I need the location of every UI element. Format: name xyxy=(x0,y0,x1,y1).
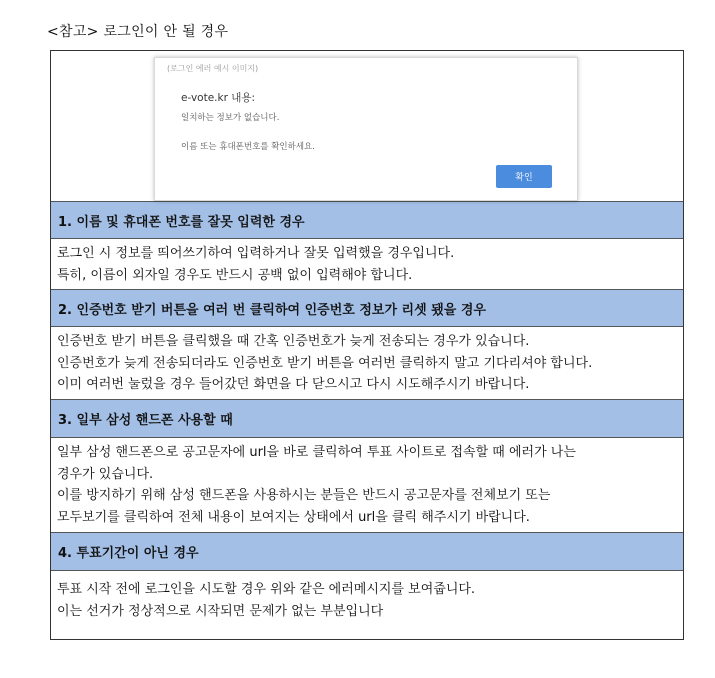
section-3-body xyxy=(51,438,683,533)
section-1-heading: 1. 이름 및 휴대폰 번호를 잘못 입력한 경우 xyxy=(51,202,683,239)
section-3-line-2: 경우가 있습니다. xyxy=(57,466,154,482)
alert-message-2: 이름 또는 휴대폰번호를 확인하세요. xyxy=(181,142,315,152)
section-4-line-2: 이는 선거가 정상적으로 시작되면 문제가 없는 부분입니다 xyxy=(57,603,384,619)
section-1-line-2: 특히, 이름이 외자일 경우도 반드시 공백 없이 입력해야 합니다. xyxy=(57,267,413,283)
info-table xyxy=(50,50,684,640)
section-3-line-4: 모두보기를 클릭하여 전체 내용이 보여지는 상태에서 url을 클릭 해주시기 바랍니다. xyxy=(57,509,530,525)
section-2-line-1: 인증번호 받기 버튼을 클릭했을 때 간혹 인증번호가 늦게 전송되는 경우가 있습니다. xyxy=(57,334,530,349)
section-3-heading: 3. 일부 삼성 핸드폰 사용할 때 xyxy=(51,400,683,438)
section-2-line-2: 인증번호가 늦게 전송되더라도 인증번호 받기 버튼을 여러번 클릭하지 말고 기다리셔야 합니다. xyxy=(57,355,593,371)
example-caption: (로그인 에러 예시 이미지) xyxy=(167,64,259,73)
alert-message-1: 일치하는 정보가 없습니다. xyxy=(181,113,280,123)
ok-button[interactable]: 확인 xyxy=(496,165,552,188)
section-1-line-1: 로그인 시 정보를 띄어쓰기하여 입력하거나 잘못 입력했을 경우입니다. xyxy=(57,246,455,261)
section-2-line-3: 이미 여러번 눌렀을 경우 들어갔던 화면을 다 닫으시고 다시 시도해주시기 바랍니다. xyxy=(57,377,530,392)
alert-host: e-vote.kr 내용: xyxy=(181,92,256,104)
page-title: <참고> 로그인이 안 될 경우 xyxy=(47,24,229,40)
section-2-body xyxy=(51,327,683,400)
section-3-line-1: 일부 삼성 핸드폰으로 공고문자에 url을 바로 클릭하여 투표 사이트로 접속할 때 에러가 나는 xyxy=(57,445,576,460)
alert-dialog xyxy=(154,57,578,201)
section-4-heading: 4. 투표기간이 아닌 경우 xyxy=(51,533,683,571)
section-4-body xyxy=(51,571,683,639)
section-1-body xyxy=(51,239,683,290)
error-example-image xyxy=(51,51,683,202)
section-3-line-3: 이를 방지하기 위해 삼성 핸드폰을 사용하시는 분들은 반드시 공고문자를 전체보기 또는 xyxy=(57,488,551,503)
section-2-heading: 2. 인증번호 받기 버튼을 여러 번 클릭하여 인증번호 정보가 리셋 됐을 경우 xyxy=(51,290,683,327)
section-4-line-1: 투표 시작 전에 로그인을 시도할 경우 위와 같은 에러메시지를 보여줍니다. xyxy=(57,582,476,597)
